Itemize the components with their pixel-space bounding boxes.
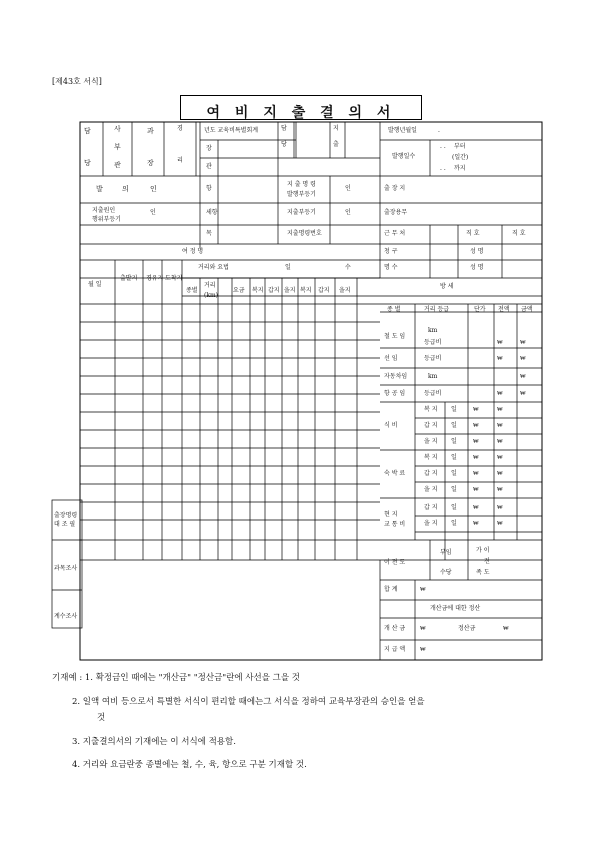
col-dist-fee: 거리와 요법	[198, 264, 229, 271]
issuer-in: 인	[345, 185, 351, 192]
dispatch-to-dots: . .	[440, 165, 446, 172]
col-dist-km-unit: (km)	[204, 292, 219, 299]
settlement-header: 개산금에 대한 정산	[430, 605, 481, 612]
mok-label: 목	[206, 230, 212, 237]
family2: 전	[484, 558, 490, 565]
ship-class: 등급비	[424, 355, 442, 362]
issuer-label3: 인	[150, 185, 157, 193]
approval-dang: 당	[84, 159, 91, 167]
advance-label: 개 산 금	[384, 625, 406, 632]
local-r1-won1: ₩	[473, 504, 479, 511]
railway-won1: ₩	[497, 339, 503, 346]
budget-dang: 당	[281, 141, 287, 148]
meal-r3-won2: ₩	[497, 438, 503, 445]
col-name2: 성 명	[470, 264, 484, 271]
issue-date-label: 발행년월일	[388, 127, 417, 134]
ship-won2: ₩	[520, 355, 526, 362]
prepay-label: 이 전 도	[384, 559, 406, 566]
ship-label: 선 임	[384, 355, 398, 362]
note-2: 2. 일액 여비 등으로서 특별한 서식이 편리할 때에는그 서식을 정하여 교육부장관의 승인을 얻을	[72, 697, 425, 707]
car-won: ₩	[520, 373, 526, 380]
lodging-r2-won1: ₩	[473, 470, 479, 477]
meal-r1-day: 일	[451, 406, 457, 413]
meal-r2-won1: ₩	[473, 422, 479, 429]
local-r2-won1: ₩	[473, 520, 479, 527]
org-label: 근 무 처	[384, 230, 406, 237]
voucher-label2: 발행부등기	[287, 191, 316, 198]
meal-r3-won1: ₩	[473, 438, 479, 445]
lodging-r3-won2: ₩	[497, 486, 503, 493]
issuer-label2: 의	[122, 185, 129, 193]
lodging-r1: 복 지	[424, 454, 438, 461]
lodging-r3: 을 지	[424, 486, 438, 493]
executor-in2: 인	[345, 209, 351, 216]
dispatch-days: (일간)	[452, 154, 469, 161]
executor-ledger: 지출부등기	[287, 209, 316, 216]
rank1-label: 직 호	[466, 230, 480, 237]
meal-r1: 복 지	[424, 406, 438, 413]
air-label: 항 공 임	[384, 390, 406, 397]
detail-header: 방 세	[440, 283, 454, 290]
meal-r2: 갑 지	[424, 422, 438, 429]
detail-type: 종 별	[387, 306, 401, 313]
local-r1-day: 일	[451, 504, 457, 511]
local-r1: 갑 지	[424, 504, 438, 511]
local-r2-day: 일	[451, 520, 457, 527]
lodging-r2-won2: ₩	[497, 470, 503, 477]
executor-semok: 세항	[206, 209, 218, 216]
local-r2: 을 지	[424, 520, 438, 527]
page-title: 여 비 지 출 결 의 서	[206, 105, 396, 121]
check1: 출장명령	[54, 512, 78, 519]
col-dist-type: 종별	[186, 287, 198, 294]
dispatch-from-dots: . .	[440, 143, 446, 150]
budget-dam: 담	[281, 125, 287, 132]
note-2b: 것	[97, 713, 106, 723]
col-dist-km: 거리	[204, 282, 216, 289]
railway-won2: ₩	[520, 339, 526, 346]
family1: 가 이	[476, 547, 490, 554]
note-3: 3. 지출결의서의 기재에는 이 서식에 적용함.	[72, 737, 236, 747]
budget-chul: 출	[333, 141, 339, 148]
budget-gwan: 관	[206, 163, 212, 170]
paid-won: ₩	[420, 646, 426, 653]
check3: 계수조사	[54, 613, 78, 620]
executor-label1: 지출원인	[92, 207, 116, 214]
col-meal3: 을지	[284, 287, 296, 294]
col-month-day: 월 일	[88, 281, 102, 288]
detail-days: 전액	[498, 306, 510, 313]
prepay-sub2: 수당	[440, 569, 452, 576]
col-arrive: 도착지	[165, 275, 183, 282]
air-class: 등급비	[424, 390, 442, 397]
approval-ri: 리	[177, 157, 183, 164]
voucher-no-label: 지출명령번호	[287, 230, 322, 237]
check1b: 대 조 필	[54, 521, 76, 528]
lodging-r3-day: 일	[451, 486, 457, 493]
lodging-r1-won2: ₩	[497, 454, 503, 461]
approval-dam: 담	[84, 127, 91, 135]
approval-sa: 사	[114, 125, 121, 133]
car-label: 자동차임	[384, 373, 408, 380]
meal-r2-day: 일	[451, 422, 457, 429]
meal-r1-won1: ₩	[473, 406, 479, 413]
lodging-r2-day: 일	[451, 470, 457, 477]
air-won2: ₩	[520, 390, 526, 397]
detail-unit: 단가	[474, 306, 486, 313]
name-label: 성 명	[470, 248, 484, 255]
budget-year: 년도 교육비특별회계	[204, 127, 259, 134]
advance-won: ₩	[420, 625, 426, 632]
railway-km: km	[428, 327, 438, 334]
local-label2: 교 통 비	[384, 521, 406, 528]
approval-gwa: 과	[147, 127, 154, 135]
family3: 족 도	[476, 569, 490, 576]
dispatch-label: 발행일수	[392, 153, 416, 160]
air-won1: ₩	[497, 390, 503, 397]
meal-r3: 을 지	[424, 438, 438, 445]
local-label: 현 지	[384, 511, 398, 518]
claim-label: 청 구	[384, 248, 398, 255]
col-meal1: 복지	[252, 287, 264, 294]
check2: 과목조사	[54, 565, 78, 572]
approval-gwan: 관	[114, 161, 121, 169]
dispatch-to: 까지	[454, 165, 466, 172]
lodging-r1-day: 일	[451, 454, 457, 461]
purpose-label: 출장용무	[384, 209, 408, 216]
issuer-label1: 발	[96, 185, 103, 193]
col-via: 경유지	[146, 275, 164, 282]
col-number: 수	[345, 264, 351, 271]
meal-r1-won2: ₩	[497, 406, 503, 413]
note-1: 기재예 : 1. 확정금인 때에는 "개산금" "정산금"란에 사선을 그을 것	[52, 673, 300, 683]
rank2-label: 직 호	[512, 230, 526, 237]
itinerary-header: 여 정 명	[182, 248, 204, 255]
car-km: km	[428, 373, 438, 380]
col-meal2: 갑지	[268, 287, 280, 294]
lodging-r3-won1: ₩	[473, 486, 479, 493]
local-r2-won2: ₩	[497, 520, 503, 527]
settle-won: ₩	[503, 625, 509, 632]
dispatch-from: 부터	[454, 143, 466, 150]
ship-won1: ₩	[497, 355, 503, 362]
paid-label: 지 급 액	[384, 646, 406, 653]
col-daily: 일	[285, 264, 291, 271]
col-claimant: 명 수	[384, 264, 398, 271]
col-lodging1: 복지	[300, 287, 312, 294]
budget-jang: 장	[206, 145, 212, 152]
meal-label: 식 비	[384, 422, 398, 429]
approval-bu: 부	[114, 143, 121, 151]
approval-gyeong: 경	[177, 125, 183, 132]
trip-place-label: 출 장 지	[384, 185, 406, 192]
total-label: 합 계	[384, 586, 398, 593]
lodging-label: 숙 박 료	[384, 470, 406, 477]
prepay-sub1: 부임	[440, 549, 452, 556]
issuer-hang: 항	[206, 185, 212, 192]
form-number: [제43호 서식]	[52, 77, 102, 86]
col-lodging3: 을지	[339, 287, 351, 294]
detail-amount: 금액	[521, 306, 533, 313]
col-lodging2: 갑지	[318, 287, 330, 294]
budget-ji: 지	[333, 125, 339, 132]
railway-class: 등급비	[424, 339, 442, 346]
executor-in: 인	[150, 209, 156, 216]
voucher-label1: 지 출 명 령	[287, 181, 316, 188]
col-depart: 출발지	[120, 275, 138, 282]
meal-r3-day: 일	[451, 438, 457, 445]
approval-jang: 장	[147, 159, 154, 167]
col-fare: 요금	[233, 287, 245, 294]
meal-r2-won2: ₩	[497, 422, 503, 429]
lodging-r1-won1: ₩	[473, 454, 479, 461]
total-won: ₩	[420, 586, 426, 593]
settle-label: 정산금	[458, 625, 476, 632]
issue-date-dot: .	[438, 127, 440, 134]
railway-label: 철 도 임	[384, 333, 406, 340]
executor-label2: 행위부등기	[92, 216, 121, 223]
local-r1-won2: ₩	[497, 504, 503, 511]
detail-dist-class: 거리 등급	[424, 306, 450, 313]
note-4: 4. 거리와 요금란중 종별에는 철, 수, 육, 항으로 구분 기재할 것.	[72, 760, 307, 770]
lodging-r2: 갑 지	[424, 470, 438, 477]
